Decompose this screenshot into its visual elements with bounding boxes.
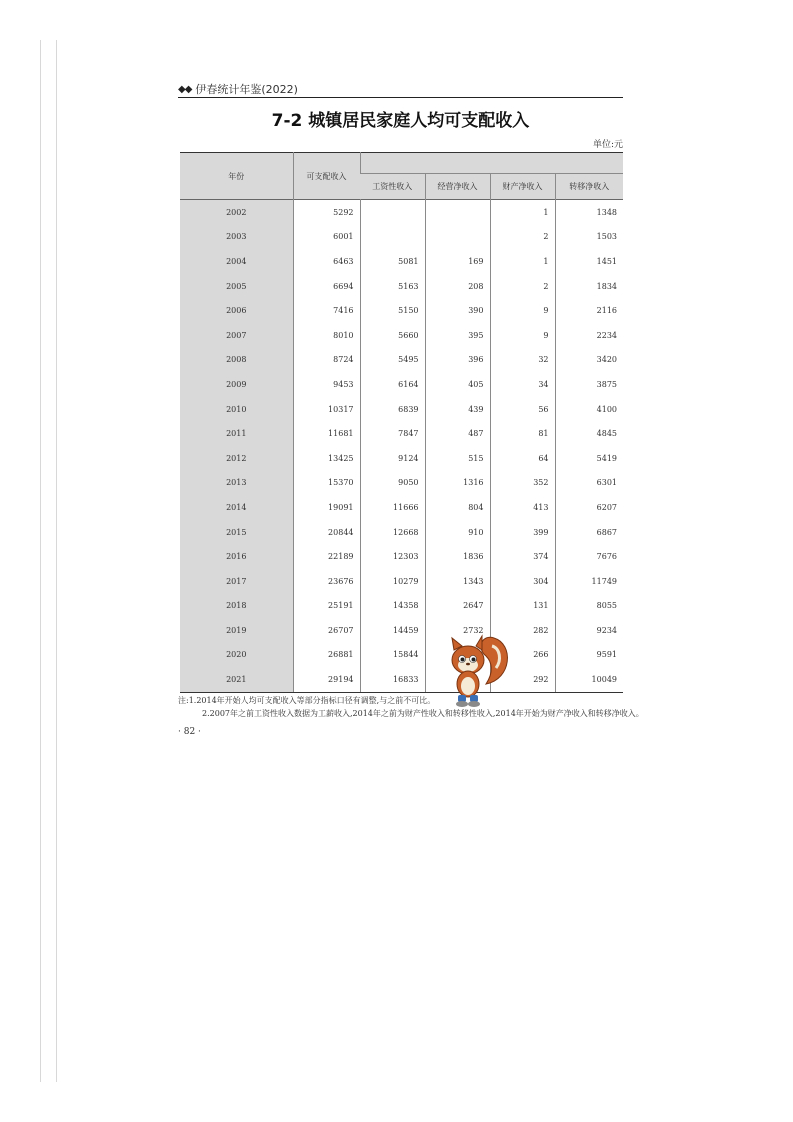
cell-transfer: 3420 [555,348,623,373]
cell-total: 22189 [293,544,360,569]
cell-property: 1 [490,249,555,274]
margin-line-left [40,40,41,1082]
cell-transfer: 5419 [555,446,623,471]
cell-year: 2012 [180,446,293,471]
cell-wage: 7847 [360,421,425,446]
cell-wage [360,225,425,250]
cell-property: 266 [490,643,555,668]
header-rule [178,97,623,98]
cell-wage: 5081 [360,249,425,274]
cell-year: 2019 [180,618,293,643]
table-row [180,348,623,373]
cell-transfer: 4845 [555,421,623,446]
table-row [180,618,623,643]
cell-transfer: 2116 [555,298,623,323]
table-row [180,421,623,446]
cell-wage: 12303 [360,544,425,569]
cell-business: 439 [425,397,490,422]
cell-property: 352 [490,471,555,496]
cell-total: 29194 [293,667,360,692]
cell-year: 2017 [180,569,293,594]
cell-property: 413 [490,495,555,520]
cell-business: 2647 [425,594,490,619]
cell-business [425,225,490,250]
cell-total: 26881 [293,643,360,668]
cell-property: 399 [490,520,555,545]
cell-transfer: 1503 [555,225,623,250]
cell-property: 32 [490,348,555,373]
cell-wage [360,200,425,225]
cell-business: 2732 [425,618,490,643]
cell-transfer: 9234 [555,618,623,643]
cell-year: 2009 [180,372,293,397]
cell-wage: 5660 [360,323,425,348]
note-1: 注:1.2014年开始人均可支配收入等部分指标口径有调整,与之前不可比。 [178,696,436,705]
cell-total: 6001 [293,225,360,250]
cell-property: 9 [490,323,555,348]
table-row [180,225,623,250]
page-number: · 82 · [178,727,201,737]
cell-transfer: 8055 [555,594,623,619]
margin-line-inner [56,40,57,1082]
cell-year: 2007 [180,323,293,348]
cell-wage: 6839 [360,397,425,422]
table-row [180,323,623,348]
cell-transfer: 6301 [555,471,623,496]
cell-property: 282 [490,618,555,643]
cell-total: 6694 [293,274,360,299]
cell-year: 2003 [180,225,293,250]
cell-transfer: 9591 [555,643,623,668]
note-2: 2.2007年之前工资性收入数据为工薪收入,2014年之前为财产性收入和转移性收入,2014年开始为财产净收入和转移净收入。 [202,709,644,718]
table-row [180,569,623,594]
header-business-income: 经营净收入 [425,174,490,200]
header-year: 年份 [180,153,293,200]
header-disposable-income: 可支配收入 [293,153,360,200]
cell-year: 2018 [180,594,293,619]
cell-property: 2 [490,274,555,299]
cell-transfer: 1834 [555,274,623,299]
header-property-income: 财产净收入 [490,174,555,200]
table-row [180,594,623,619]
table-header [180,153,623,200]
cell-transfer: 10049 [555,667,623,692]
cell-business: 487 [425,421,490,446]
cell-year: 2020 [180,643,293,668]
table-row [180,249,623,274]
cell-total: 26707 [293,618,360,643]
cell-year: 2015 [180,520,293,545]
running-head [178,80,622,98]
cell-property: 1 [490,200,555,225]
table-title: 7-2 城镇居民家庭人均可支配收入 [271,111,530,131]
cell-business: 169 [425,249,490,274]
cell-total: 8724 [293,348,360,373]
table-row [180,372,623,397]
unit-label: 单位:元 [592,140,623,150]
cell-wage: 5495 [360,348,425,373]
cell-transfer: 1451 [555,249,623,274]
cell-business: 208 [425,274,490,299]
cell-property: 81 [490,421,555,446]
cell-total: 19091 [293,495,360,520]
cell-wage: 5163 [360,274,425,299]
cell-year: 2006 [180,298,293,323]
cell-total: 25191 [293,594,360,619]
cell-year: 2016 [180,544,293,569]
cell-wage: 16833 [360,667,425,692]
cell-year: 2013 [180,471,293,496]
table-row [180,397,623,422]
cell-wage: 5150 [360,298,425,323]
cell-wage: 12668 [360,520,425,545]
income-table [180,152,623,693]
cell-transfer: 6867 [555,520,623,545]
cell-total: 15370 [293,471,360,496]
table-row [180,200,623,225]
cell-business: 1343 [425,569,490,594]
table-row [180,446,623,471]
cell-total: 9453 [293,372,360,397]
table-row [180,495,623,520]
cell-total: 10317 [293,397,360,422]
cell-property: 2 [490,225,555,250]
cell-business: 515 [425,446,490,471]
table-body [180,200,623,693]
cell-business: 1836 [425,544,490,569]
cell-year: 2004 [180,249,293,274]
cell-transfer: 6207 [555,495,623,520]
cell-total: 13425 [293,446,360,471]
cell-wage: 10279 [360,569,425,594]
cell-property: 131 [490,594,555,619]
cell-year: 2005 [180,274,293,299]
cell-wage: 15844 [360,643,425,668]
cell-wage: 14358 [360,594,425,619]
cell-property: 34 [490,372,555,397]
cell-business: 405 [425,372,490,397]
table-row [180,520,623,545]
table-row [180,667,623,692]
cell-total: 5292 [293,200,360,225]
table-row [180,274,623,299]
cell-business: 390 [425,298,490,323]
cell-year: 2010 [180,397,293,422]
cell-total: 8010 [293,323,360,348]
cell-year: 2021 [180,667,293,692]
cell-property: 292 [490,667,555,692]
diamond-icon: ◆◆ [178,83,192,95]
cell-business: 1316 [425,471,490,496]
cell-total: 23676 [293,569,360,594]
header-wage-income: 工资性收入 [360,174,425,200]
cell-total: 7416 [293,298,360,323]
yearbook-name: 伊春统计年鉴(2022) [195,83,298,96]
table-row [180,298,623,323]
cell-total: 20844 [293,520,360,545]
cell-year: 2008 [180,348,293,373]
cell-year: 2002 [180,200,293,225]
cell-transfer: 1348 [555,200,623,225]
cell-property: 64 [490,446,555,471]
cell-property: 304 [490,569,555,594]
table-row [180,643,623,668]
cell-property: 56 [490,397,555,422]
cell-year: 2011 [180,421,293,446]
cell-transfer: 2234 [555,323,623,348]
table-row [180,471,623,496]
cell-total: 11681 [293,421,360,446]
cell-wage: 6164 [360,372,425,397]
cell-wage: 9124 [360,446,425,471]
cell-wage: 14459 [360,618,425,643]
cell-transfer: 3875 [555,372,623,397]
cell-business: 804 [425,495,490,520]
cell-property: 374 [490,544,555,569]
header-group-blank [360,153,623,174]
cell-business [425,200,490,225]
cell-wage: 9050 [360,471,425,496]
cell-property: 9 [490,298,555,323]
cell-business: 395 [425,323,490,348]
table-notes [178,694,644,720]
cell-transfer: 4100 [555,397,623,422]
cell-total: 6463 [293,249,360,274]
cell-transfer: 11749 [555,569,623,594]
cell-year: 2014 [180,495,293,520]
cell-wage: 11666 [360,495,425,520]
cell-business: 396 [425,348,490,373]
header-transfer-income: 转移净收入 [555,174,623,200]
cell-transfer: 7676 [555,544,623,569]
cell-business: 910 [425,520,490,545]
table-row [180,544,623,569]
